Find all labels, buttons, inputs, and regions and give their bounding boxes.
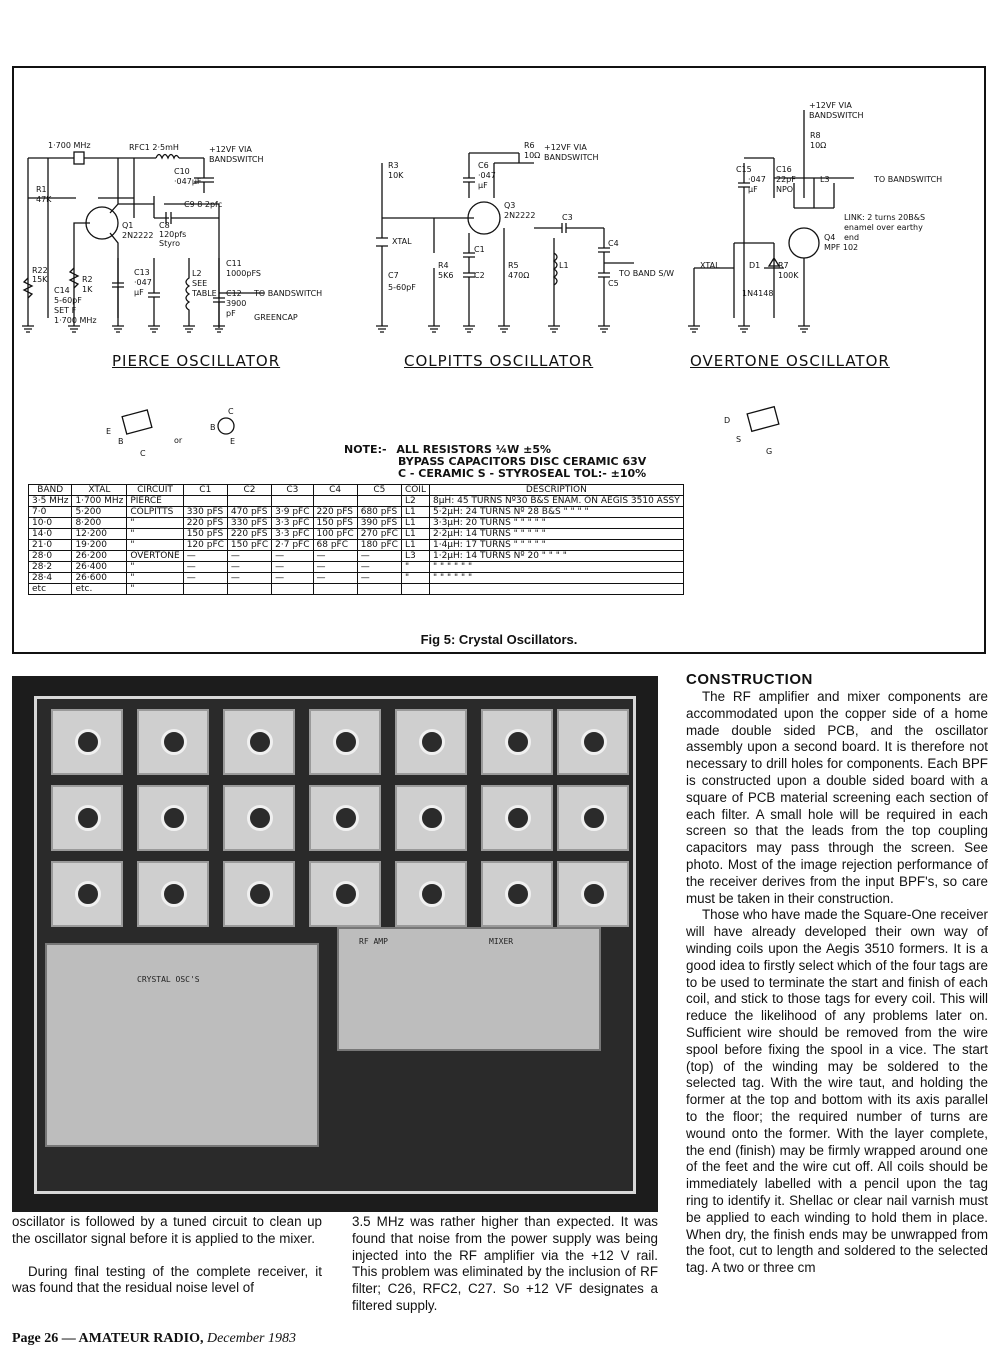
component-note — [344, 444, 646, 480]
svg-text:MPF 102: MPF 102 — [824, 243, 859, 252]
coil-can — [395, 861, 467, 927]
overtone-oscillator-title: OVERTONE OSCILLATOR — [690, 352, 890, 370]
board-label: RF AMP — [359, 937, 388, 946]
svg-text:5-60pF: 5-60pF — [388, 283, 416, 292]
table-cell: 21·0 — [29, 540, 72, 551]
svg-text:µF: µF — [748, 185, 758, 194]
coil-can — [51, 861, 123, 927]
article-middle-column — [352, 1214, 658, 1315]
table-cell: " — [127, 573, 183, 584]
svg-text:RFC1 2·5mH: RFC1 2·5mH — [129, 143, 179, 152]
table-cell: L1 — [401, 518, 429, 529]
svg-text:B: B — [210, 423, 216, 432]
svg-text:D1: D1 — [749, 261, 761, 270]
table-cell: — — [227, 573, 271, 584]
coil-can — [481, 709, 553, 775]
svg-text:C11: C11 — [226, 259, 242, 268]
svg-text:1K: 1K — [82, 285, 93, 294]
pierce-oscillator-title: PIERCE OSCILLATOR — [112, 352, 281, 370]
svg-text:C16: C16 — [776, 165, 792, 174]
table-cell: — — [313, 562, 357, 573]
paragraph: During final testing of the complete receiver, it was found that the residual noise level of — [12, 1263, 322, 1296]
table-cell: 220 pFS — [313, 507, 357, 518]
svg-text:470Ω: 470Ω — [508, 271, 530, 280]
coil-can — [137, 709, 209, 775]
table-cell: — — [357, 573, 401, 584]
svg-text:·047µF: ·047µF — [174, 177, 202, 186]
svg-text:LINK: 2 turns 20B&S: LINK: 2 turns 20B&S — [844, 213, 926, 222]
article-right-column — [686, 689, 988, 1277]
table-cell: L1 — [401, 529, 429, 540]
rf-mixer-board — [337, 927, 601, 1051]
svg-text:enamel over earthy: enamel over earthy — [844, 223, 923, 232]
table-cell: 68 pFC — [313, 540, 357, 551]
svg-text:µF: µF — [134, 288, 144, 297]
table-cell: 2·2µH: 14 TURNS " " " " " — [429, 529, 683, 540]
column-header: C5 — [357, 485, 401, 496]
svg-text:C1: C1 — [474, 245, 485, 254]
table-cell: 12·200 — [72, 529, 127, 540]
svg-text:Q4: Q4 — [824, 233, 836, 242]
svg-text:R7: R7 — [778, 261, 789, 270]
table-cell: 10·0 — [29, 518, 72, 529]
svg-text:D: D — [724, 416, 731, 425]
figure-caption: Fig 5: Crystal Oscillators. — [420, 632, 578, 647]
board-label: MIXER — [489, 937, 514, 946]
table-cell — [183, 496, 227, 507]
svg-text:10Ω: 10Ω — [810, 141, 827, 150]
svg-text:C7: C7 — [388, 271, 399, 280]
column-header: CIRCUIT — [127, 485, 183, 496]
column-header: C4 — [313, 485, 357, 496]
table-cell: etc. — [72, 584, 127, 595]
table-cell: 3·5 MHz — [29, 496, 72, 507]
table-cell: 3·3 pFC — [272, 529, 313, 540]
svg-text:C: C — [140, 449, 146, 458]
table-cell: 8µH: 45 TURNS Nº30 B&S ENAM. ON AEGIS 3510 ASSY — [429, 496, 683, 507]
table-cell: 1·4µH: 17 TURNS " " " " " — [429, 540, 683, 551]
table-cell: 390 pFS — [357, 518, 401, 529]
svg-text:B: B — [118, 437, 124, 446]
table-cell: 1·2µH: 14 TURNS Nº 20 " " " " — [429, 551, 683, 562]
table-cell: 28·0 — [29, 551, 72, 562]
table-cell — [429, 584, 683, 595]
svg-text:TO BANDSWITCH: TO BANDSWITCH — [254, 289, 323, 298]
table-cell: " — [127, 562, 183, 573]
column-header: C3 — [272, 485, 313, 496]
receiver-photo — [12, 676, 658, 1212]
table-cell: 2·7 pFC — [272, 540, 313, 551]
svg-text:E: E — [106, 427, 112, 436]
svg-text:+12VF VIA: +12VF VIA — [809, 101, 852, 110]
table-cell: — — [272, 573, 313, 584]
svg-text:·047: ·047 — [478, 171, 496, 180]
svg-text:C15: C15 — [736, 165, 752, 174]
coil-can — [557, 785, 629, 851]
table-cell: " — [401, 573, 429, 584]
table-cell: " — [127, 540, 183, 551]
svg-text:R3: R3 — [388, 161, 399, 170]
svg-text:100K: 100K — [778, 271, 799, 280]
svg-text:TO BAND S/W: TO BAND S/W — [619, 269, 675, 278]
coil-can — [309, 785, 381, 851]
table-cell: 19·200 — [72, 540, 127, 551]
svg-text:·047: ·047 — [748, 175, 766, 184]
coil-can — [557, 709, 629, 775]
svg-text:end: end — [844, 233, 860, 242]
figure-5-crystal-oscillators — [12, 66, 986, 654]
table-cell: 14·0 — [29, 529, 72, 540]
table-cell: 100 pFC — [313, 529, 357, 540]
table-cell: 150 pFS — [313, 518, 357, 529]
table-cell — [357, 584, 401, 595]
table-cell: — — [227, 562, 271, 573]
column-header: DESCRIPTION — [429, 485, 683, 496]
note-line: ALL RESISTORS ¼W ±5% — [396, 443, 551, 456]
svg-text:2N2222: 2N2222 — [122, 231, 154, 240]
table-header-row — [29, 485, 684, 496]
svg-text:L3: L3 — [820, 175, 830, 184]
svg-text:C13: C13 — [134, 268, 150, 277]
table-cell — [272, 584, 313, 595]
table-cell: L2 — [401, 496, 429, 507]
svg-text:NPO: NPO — [776, 185, 794, 194]
svg-text:10Ω: 10Ω — [524, 151, 541, 160]
table-cell: 8·200 — [72, 518, 127, 529]
colpitts-oscillator-title: COLPITTS OSCILLATOR — [404, 352, 594, 370]
svg-text:5K6: 5K6 — [438, 271, 454, 280]
table-cell: L1 — [401, 540, 429, 551]
table-cell: 28·4 — [29, 573, 72, 584]
svg-text:XTAL: XTAL — [700, 261, 720, 270]
coil-can — [481, 861, 553, 927]
svg-text:XTAL: XTAL — [392, 237, 412, 246]
table-cell — [183, 584, 227, 595]
note-line: C - CERAMIC S - STYROSEAL TOL:- ±10% — [398, 467, 647, 480]
svg-text:C12: C12 — [226, 289, 242, 298]
table-cell: 3·9 pFC — [272, 507, 313, 518]
table-cell: — — [313, 573, 357, 584]
svg-text:C5: C5 — [608, 279, 619, 288]
svg-text:BANDSWITCH: BANDSWITCH — [544, 153, 599, 162]
svg-text:C4: C4 — [608, 239, 619, 248]
paragraph: Those who have made the Square-One receiver will have already developed their own way of winding coils upon the Aegis 3510 formers. It is a good idea to firstly select which of the four tags are to be used to terminate the start and finish of each coil, and stick to those tags for every coil. This will reduce the likelihood of any problems later on. Sufficient wire should be removed from the wire spool before fixing the spool in a vice. The start (top) of the winding may be soldered to the selected tag. With the wire taut, and holding the former at the top and bottom with its axis parallel to the floor; the required number of turns are wound onto the former. With the layer complete, the end (finish) may be firmly wrapped around one of the feet and the wire cut off. All coils should be immediately labelled with a pencil upon the tag ring to identify it. Shellac or clear nail varnish must be applied to each winding to hold them in place. When dry, the finish ends may be unwrapped from the foot, cut to length and soldered to the selected tag. A two or three cm — [686, 907, 988, 1276]
coil-can — [309, 709, 381, 775]
table-cell: 180 pFC — [357, 540, 401, 551]
table-cell: — — [313, 551, 357, 562]
table-cell: 150 pFC — [227, 540, 271, 551]
band-component-table — [28, 484, 684, 595]
board-label: CRYSTAL OSC'S — [137, 975, 200, 984]
table-cell: — — [272, 562, 313, 573]
table-cell: " — [127, 529, 183, 540]
svg-text:L1: L1 — [559, 261, 569, 270]
table-cell: 330 pFS — [227, 518, 271, 529]
table-cell: COLPITTS — [127, 507, 183, 518]
svg-text:µF: µF — [478, 181, 488, 190]
svg-text:Styro: Styro — [159, 239, 180, 248]
table-cell: " — [401, 562, 429, 573]
svg-text:C14: C14 — [54, 286, 70, 295]
svg-text:1·700 MHz: 1·700 MHz — [48, 141, 91, 150]
coil-can — [223, 861, 295, 927]
coil-can — [223, 709, 295, 775]
svg-text:+12VF VIA: +12VF VIA — [209, 145, 252, 154]
table-cell: 680 pFS — [357, 507, 401, 518]
footer-page: Page 26 — AMATEUR RADIO, — [12, 1331, 204, 1346]
table-cell: — — [183, 551, 227, 562]
note-label: NOTE:- — [344, 443, 387, 456]
svg-text:BANDSWITCH: BANDSWITCH — [809, 111, 864, 120]
svg-text:3900: 3900 — [226, 299, 247, 308]
column-header: COIL — [401, 485, 429, 496]
svg-text:R1: R1 — [36, 185, 47, 194]
table-cell: — — [357, 562, 401, 573]
table-cell: 1·700 MHz — [72, 496, 127, 507]
coil-can — [395, 709, 467, 775]
table-cell: " " " " " " — [429, 573, 683, 584]
table-row — [29, 540, 684, 551]
table-cell: " " " " " " — [429, 562, 683, 573]
oscillator-schematics — [14, 68, 984, 468]
note-line: BYPASS CAPACITORS DISC CERAMIC 63V — [398, 455, 647, 468]
table-cell: 330 pFS — [183, 507, 227, 518]
coil-can — [395, 785, 467, 851]
table-row — [29, 507, 684, 518]
table-cell: L1 — [401, 507, 429, 518]
table-cell: 28·2 — [29, 562, 72, 573]
svg-text:C2: C2 — [474, 271, 485, 280]
coil-can — [481, 785, 553, 851]
svg-text:C3: C3 — [562, 213, 573, 222]
svg-text:R8: R8 — [810, 131, 821, 140]
column-header: C1 — [183, 485, 227, 496]
column-header: BAND — [29, 485, 72, 496]
coil-can — [309, 861, 381, 927]
table-cell: 270 pFC — [357, 529, 401, 540]
svg-text:Q3: Q3 — [504, 201, 516, 210]
svg-text:R4: R4 — [438, 261, 449, 270]
table-cell: — — [183, 562, 227, 573]
chassis-frame — [34, 696, 636, 1194]
coil-can — [137, 785, 209, 851]
paragraph: 3.5 MHz was rather higher than expected. It was found that noise from the power supply was being injected into the RF amplifier via the +12 V rail. This problem was eliminated by the inclusion of RF filter; C26, RFC2, C27. So +12 VF designates a filtered supply. — [352, 1214, 658, 1313]
table-cell — [227, 496, 271, 507]
table-cell: " — [127, 584, 183, 595]
table-cell — [357, 496, 401, 507]
svg-text:G: G — [766, 447, 773, 456]
table-cell: 220 pFS — [183, 518, 227, 529]
svg-text:2N2222: 2N2222 — [504, 211, 536, 220]
svg-text:C8: C8 — [159, 221, 170, 230]
table-cell — [401, 584, 429, 595]
coil-can — [557, 861, 629, 927]
table-row — [29, 551, 684, 562]
paragraph: The RF amplifier and mixer components are accommodated upon the copper side of a home made double sided PCB, and the oscillator assembly upon a second board. It is therefore not necessary to drill holes for components. Each BPF is constructed upon a double sided board with a square of PCB material screening each section of each filter. A small hole will be required in each screen so that the leads from the top coupling capacitors may pass through the screen. See photo. Most of the image rejection performance of the receiver derives from the input BPF's, so care must be taken in their construction. — [686, 689, 988, 906]
svg-text:15K: 15K — [32, 275, 48, 284]
svg-text:SET F: SET F — [54, 306, 77, 315]
svg-text:C9 8·2pfc: C9 8·2pfc — [184, 200, 223, 209]
table-row — [29, 573, 684, 584]
svg-text:1000pFS: 1000pFS — [226, 269, 261, 278]
svg-text:1·700 MHz: 1·700 MHz — [54, 316, 97, 325]
coil-can — [51, 785, 123, 851]
svg-text:pF: pF — [226, 309, 236, 318]
svg-text:E: E — [230, 437, 236, 446]
svg-text:+12VF VIA: +12VF VIA — [544, 143, 587, 152]
table-cell: 220 pFS — [227, 529, 271, 540]
table-cell: — — [357, 551, 401, 562]
table-body — [29, 496, 684, 595]
column-header: XTAL — [72, 485, 127, 496]
table-row — [29, 584, 684, 595]
svg-text:5-60pF: 5-60pF — [54, 296, 82, 305]
column-header: C2 — [227, 485, 271, 496]
svg-text:1N4148: 1N4148 — [742, 289, 774, 298]
svg-text:C: C — [228, 407, 234, 416]
svg-text:GREENCAP: GREENCAP — [254, 313, 298, 322]
table-cell: etc — [29, 584, 72, 595]
table-cell: 3·3µH: 20 TURNS " " " " " — [429, 518, 683, 529]
table-row — [29, 529, 684, 540]
table-cell — [272, 496, 313, 507]
table-cell: — — [227, 551, 271, 562]
table-row — [29, 496, 684, 507]
table-cell: — — [183, 573, 227, 584]
table-cell: 26·600 — [72, 573, 127, 584]
svg-text:BANDSWITCH: BANDSWITCH — [209, 155, 264, 164]
table-cell: 5·2µH: 24 TURNS Nº 28 B&S " " " " — [429, 507, 683, 518]
table-cell — [313, 584, 357, 595]
svg-text:S: S — [736, 435, 742, 444]
table-cell: 3·3 pFC — [272, 518, 313, 529]
table-row — [29, 562, 684, 573]
table-cell: 26·400 — [72, 562, 127, 573]
svg-text:or: or — [174, 436, 183, 445]
svg-text:·047: ·047 — [134, 278, 152, 287]
table-cell — [313, 496, 357, 507]
table-cell: 120 pFC — [183, 540, 227, 551]
table-cell: OVERTONE — [127, 551, 183, 562]
oscillator-board — [45, 943, 319, 1147]
footer-issue: December 1983 — [206, 1331, 296, 1346]
svg-text:TABLE: TABLE — [192, 289, 217, 298]
svg-text:120pfs: 120pfs — [159, 230, 187, 239]
svg-text:Q1: Q1 — [122, 221, 134, 230]
table-cell: " — [127, 518, 183, 529]
coil-can — [223, 785, 295, 851]
svg-text:R6: R6 — [524, 141, 535, 150]
svg-text:TO BANDSWITCH: TO BANDSWITCH — [874, 175, 943, 184]
coil-can — [51, 709, 123, 775]
svg-text:47K: 47K — [36, 195, 52, 204]
svg-text:R5: R5 — [508, 261, 519, 270]
svg-text:L2: L2 — [192, 269, 202, 278]
table-cell — [227, 584, 271, 595]
coil-can — [137, 861, 209, 927]
table-cell: 5·200 — [72, 507, 127, 518]
svg-text:C6: C6 — [478, 161, 489, 170]
svg-text:R2: R2 — [82, 275, 93, 284]
table-cell: PIERCE — [127, 496, 183, 507]
table-cell: — — [272, 551, 313, 562]
svg-text:R22: R22 — [32, 266, 48, 275]
table-cell: 150 pFS — [183, 529, 227, 540]
construction-heading: CONSTRUCTION — [686, 671, 813, 688]
svg-text:SEE: SEE — [192, 279, 208, 288]
paragraph: oscillator is followed by a tuned circuit to clean up the oscillator signal before it is applied to the mixer. — [12, 1214, 322, 1246]
svg-text:22pF: 22pF — [776, 175, 796, 184]
svg-text:C10: C10 — [174, 167, 190, 176]
table-cell: 7·0 — [29, 507, 72, 518]
table-row — [29, 518, 684, 529]
page-footer — [12, 1331, 296, 1347]
svg-text:10K: 10K — [388, 171, 404, 180]
table-cell: L3 — [401, 551, 429, 562]
article-left-column — [12, 1214, 322, 1297]
table-cell: 470 pFS — [227, 507, 271, 518]
table-cell: 26·200 — [72, 551, 127, 562]
